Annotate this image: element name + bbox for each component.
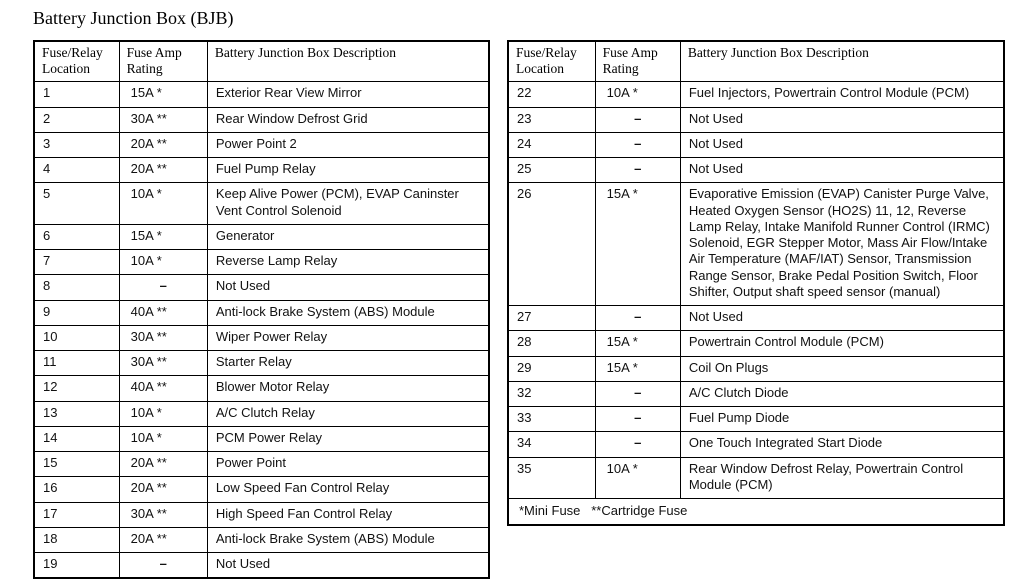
table-row: [34, 527, 489, 552]
description-cell: Not Used: [680, 306, 1004, 331]
description-cell: A/C Clutch Diode: [680, 381, 1004, 406]
amp-rating-cell: 40A **: [119, 376, 207, 401]
table-row: [34, 107, 489, 132]
table-row: [508, 158, 1004, 183]
description-cell: Power Point: [207, 452, 489, 477]
fuse-location-cell: 34: [508, 432, 595, 457]
table-row: [34, 426, 489, 451]
amp-rating-cell: 10A *: [595, 457, 680, 499]
fuse-location-cell: 32: [508, 381, 595, 406]
fuse-location-cell: 6: [34, 224, 119, 249]
table-row: [508, 381, 1004, 406]
amp-rating-cell: –: [595, 158, 680, 183]
description-cell: Keep Alive Power (PCM), EVAP Caninster Vent Control Solenoid: [207, 183, 489, 225]
fuse-type-legend: *Mini Fuse **Cartridge Fuse: [508, 499, 1004, 526]
description-cell: Not Used: [207, 553, 489, 579]
amp-rating-cell: 15A *: [119, 82, 207, 107]
description-cell: Starter Relay: [207, 351, 489, 376]
amp-rating-cell: 40A **: [119, 300, 207, 325]
header-fuse-location: Fuse/Relay Location: [508, 41, 595, 82]
description-cell: Anti-lock Brake System (ABS) Module: [207, 300, 489, 325]
description-cell: One Touch Integrated Start Diode: [680, 432, 1004, 457]
fuse-location-cell: 26: [508, 183, 595, 306]
description-cell: Rear Window Defrost Grid: [207, 107, 489, 132]
amp-rating-cell: –: [119, 275, 207, 300]
fuse-location-cell: 8: [34, 275, 119, 300]
header-description: Battery Junction Box Description: [680, 41, 1004, 82]
fuse-location-cell: 29: [508, 356, 595, 381]
amp-rating-cell: –: [595, 381, 680, 406]
description-cell: High Speed Fan Control Relay: [207, 502, 489, 527]
amp-rating-cell: 10A *: [119, 183, 207, 225]
table-row: [34, 275, 489, 300]
table-row: [34, 502, 489, 527]
fuse-tables-container: [33, 40, 1016, 579]
amp-rating-cell: 10A *: [119, 401, 207, 426]
amp-rating-cell: 30A **: [119, 502, 207, 527]
amp-rating-cell: –: [595, 407, 680, 432]
description-cell: Rear Window Defrost Relay, Powertrain Control Module (PCM): [680, 457, 1004, 499]
table-row: [508, 407, 1004, 432]
fuse-location-cell: 13: [34, 401, 119, 426]
description-cell: Power Point 2: [207, 132, 489, 157]
description-cell: Not Used: [680, 107, 1004, 132]
description-cell: Fuel Pump Relay: [207, 158, 489, 183]
fuse-location-cell: 35: [508, 457, 595, 499]
table-row: [508, 183, 1004, 306]
description-cell: A/C Clutch Relay: [207, 401, 489, 426]
table-row: [34, 300, 489, 325]
fuse-location-cell: 4: [34, 158, 119, 183]
fuse-location-cell: 17: [34, 502, 119, 527]
description-cell: Coil On Plugs: [680, 356, 1004, 381]
amp-rating-cell: 10A *: [119, 250, 207, 275]
table-row: [34, 452, 489, 477]
fuse-table-left: [33, 40, 490, 579]
fuse-location-cell: 25: [508, 158, 595, 183]
amp-rating-cell: 20A **: [119, 452, 207, 477]
amp-rating-cell: –: [595, 432, 680, 457]
fuse-location-cell: 5: [34, 183, 119, 225]
description-cell: Blower Motor Relay: [207, 376, 489, 401]
description-cell: Powertrain Control Module (PCM): [680, 331, 1004, 356]
fuse-location-cell: 16: [34, 477, 119, 502]
amp-rating-cell: 20A **: [119, 158, 207, 183]
amp-rating-cell: 15A *: [595, 331, 680, 356]
fuse-location-cell: 15: [34, 452, 119, 477]
header-description: Battery Junction Box Description: [207, 41, 489, 82]
description-cell: Wiper Power Relay: [207, 325, 489, 350]
table-row: [508, 331, 1004, 356]
table-row: [34, 250, 489, 275]
table-row: [34, 376, 489, 401]
fuse-location-cell: 11: [34, 351, 119, 376]
amp-rating-cell: 30A **: [119, 351, 207, 376]
description-cell: PCM Power Relay: [207, 426, 489, 451]
description-cell: Reverse Lamp Relay: [207, 250, 489, 275]
table-row: [34, 325, 489, 350]
table-row: [508, 82, 1004, 107]
table-row: [508, 356, 1004, 381]
page-title: Battery Junction Box (BJB): [33, 8, 234, 28]
fuse-location-cell: 19: [34, 553, 119, 579]
table-row: [34, 158, 489, 183]
fuse-location-cell: 9: [34, 300, 119, 325]
fuse-location-cell: 12: [34, 376, 119, 401]
description-cell: Low Speed Fan Control Relay: [207, 477, 489, 502]
amp-rating-cell: 30A **: [119, 325, 207, 350]
table-row: [508, 132, 1004, 157]
fuse-location-cell: 28: [508, 331, 595, 356]
fuse-location-cell: 27: [508, 306, 595, 331]
amp-rating-cell: –: [119, 553, 207, 579]
amp-rating-cell: 10A *: [595, 82, 680, 107]
fuse-location-cell: 1: [34, 82, 119, 107]
fuse-location-cell: 18: [34, 527, 119, 552]
fuse-location-cell: 23: [508, 107, 595, 132]
description-cell: Fuel Injectors, Powertrain Control Module (PCM): [680, 82, 1004, 107]
table-row: [34, 553, 489, 579]
fuse-table-right: [507, 40, 1005, 526]
table-row: [34, 132, 489, 157]
table-footer-row: [508, 499, 1004, 526]
header-amp-rating: Fuse Amp Rating: [595, 41, 680, 82]
description-cell: Not Used: [680, 132, 1004, 157]
fuse-location-cell: 22: [508, 82, 595, 107]
table-row: [508, 306, 1004, 331]
table-row: [34, 82, 489, 107]
description-cell: Exterior Rear View Mirror: [207, 82, 489, 107]
table-row: [508, 432, 1004, 457]
table-header-row: [34, 41, 489, 82]
amp-rating-cell: 20A **: [119, 527, 207, 552]
amp-rating-cell: 30A **: [119, 107, 207, 132]
table-row: [34, 477, 489, 502]
description-cell: Anti-lock Brake System (ABS) Module: [207, 527, 489, 552]
header-amp-rating: Fuse Amp Rating: [119, 41, 207, 82]
fuse-location-cell: 2: [34, 107, 119, 132]
table-row: [34, 224, 489, 249]
amp-rating-cell: 20A **: [119, 477, 207, 502]
fuse-location-cell: 10: [34, 325, 119, 350]
description-cell: Not Used: [680, 158, 1004, 183]
amp-rating-cell: –: [595, 132, 680, 157]
fuse-location-cell: 3: [34, 132, 119, 157]
description-cell: Evaporative Emission (EVAP) Canister Purge Valve, Heated Oxygen Sensor (HO2S) 11, 12, Reverse Lamp Relay, Intake Manifold Runner Control (IRMC) Solenoid, EGR Stepper Motor, Mass Air Flow/Intake Air Temperature (MAF/IAT) Sensor, Transmission Range Sensor, Brake Pedal Position Switch, Floor Shifter, Output shaft speed sensor (manual): [680, 183, 1004, 306]
fuse-location-cell: 33: [508, 407, 595, 432]
table-row: [34, 401, 489, 426]
amp-rating-cell: –: [595, 306, 680, 331]
fuse-location-cell: 7: [34, 250, 119, 275]
description-cell: Not Used: [207, 275, 489, 300]
amp-rating-cell: 15A *: [119, 224, 207, 249]
description-cell: Generator: [207, 224, 489, 249]
table-row: [508, 457, 1004, 499]
amp-rating-cell: 10A *: [119, 426, 207, 451]
header-fuse-location: Fuse/Relay Location: [34, 41, 119, 82]
table-row: [508, 107, 1004, 132]
table-row: [34, 351, 489, 376]
amp-rating-cell: –: [595, 107, 680, 132]
amp-rating-cell: 15A *: [595, 183, 680, 306]
description-cell: Fuel Pump Diode: [680, 407, 1004, 432]
amp-rating-cell: 20A **: [119, 132, 207, 157]
table-row: [34, 183, 489, 225]
amp-rating-cell: 15A *: [595, 356, 680, 381]
fuse-location-cell: 24: [508, 132, 595, 157]
fuse-location-cell: 14: [34, 426, 119, 451]
table-header-row: [508, 41, 1004, 82]
